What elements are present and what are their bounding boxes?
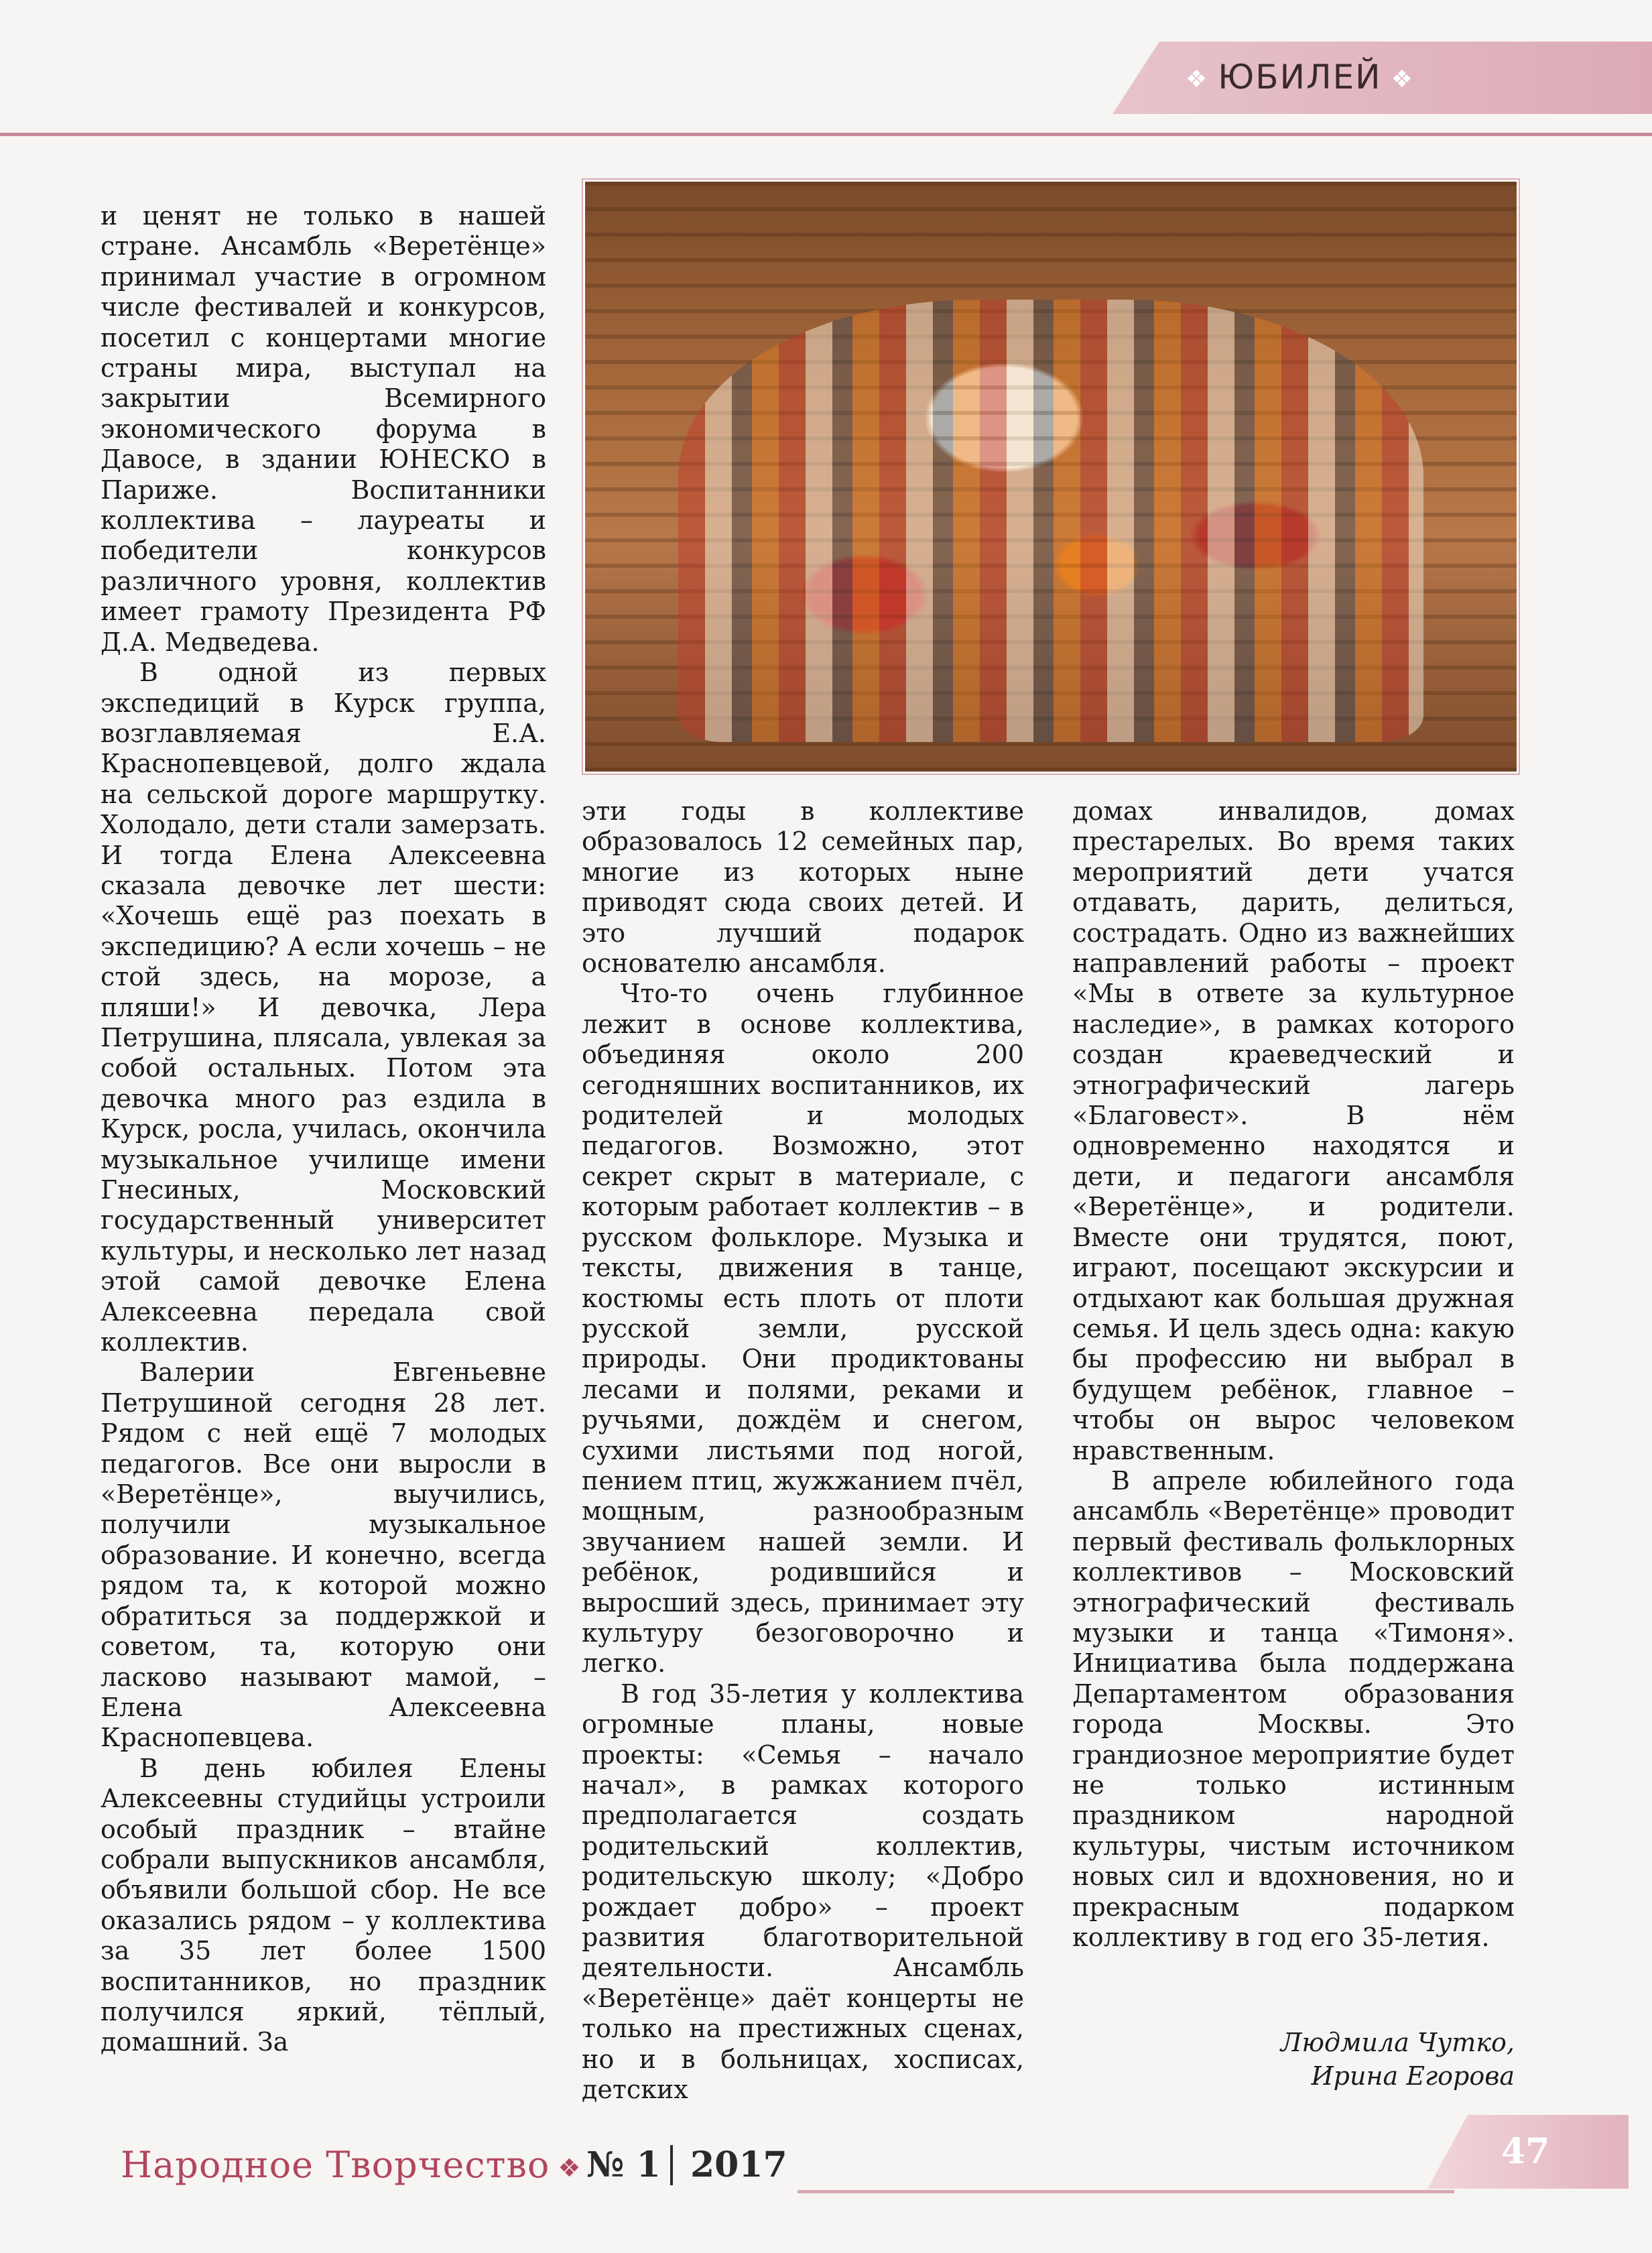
article-column-3 bbox=[1072, 796, 1515, 1953]
photo-people-group bbox=[678, 300, 1423, 742]
magazine-title bbox=[121, 2138, 590, 2192]
magazine-name: Народное Творчество bbox=[121, 2144, 550, 2186]
author-name: Ирина Егорова bbox=[1311, 2061, 1515, 2091]
author-signature bbox=[1139, 2026, 1515, 2093]
footer-divider bbox=[670, 2145, 673, 2185]
header-rule bbox=[0, 133, 1652, 136]
paragraph: В апреле юбилейного года ансамбль «Веретёнце» проводит первый фестиваль фольклорных коллективов – Московский этнографический фестиваль музыки и танца «Тимоня». Инициатива была поддержана Департаментом образования города Москвы. Это грандиозное мероприятие будет не только истинным праздником народной культуры, чистым источником новых сил и вдохновения, но и прекрасным подарком коллективу в год его 35-летия. bbox=[1072, 1465, 1515, 1953]
rubric-label bbox=[1176, 54, 1423, 101]
paragraph: домах инвалидов, домах престарелых. Во время таких мероприятий дети учатся отдавать, дарить, делиться, сострадать. Одно из важнейших направлений работы – проект «Мы в ответе за культурное наследие», в рамках которого создан краеведческий и этнографический лагерь «Благовест». В нём одновременно находятся и дети, и педагоги ансамбля «Веретёнце», и родители. Вместе они трудятся, поют, играют, посещают экскурсии и отдыхают как большая дружная семья. И цель здесь одна: какую бы профессию ни выбрал в будущем ребёнок, главное – чтобы он вырос человеком нравственным. bbox=[1072, 796, 1515, 1465]
paragraph: эти годы в коллективе образовалось 12 семейных пар, многие из которых ныне приводят сюда своих детей. И это лучший подарок основателю ансамбля. bbox=[582, 796, 1024, 979]
rubric-title: ЮБИЛЕЙ bbox=[1218, 58, 1382, 97]
page-number: 47 bbox=[1501, 2131, 1550, 2172]
diamond-ornament-icon: ❖ bbox=[1186, 65, 1209, 93]
footer-rule bbox=[798, 2190, 1454, 2193]
paragraph: и ценят не только в нашей стране. Ансамбль «Веретёнце» принимал участие в огромном числе фестивалей и конкурсов, посетил с концертами многие страны мира, выступал на закрытии Всемирного экономического форума в Давосе, в здании ЮНЕСКО в Париже. Воспитанники коллектива – лауреаты и победители конкурсов различного уровня, коллектив имеет грамоту Президента РФ Д.А. Медведева. bbox=[101, 201, 546, 657]
paragraph: В год 35-летия у коллектива огромные планы, новые проекты: «Семья – начало начал», в рамках которого предполагается создать родительский коллектив, родительскую школу; «Добро рождает добро» – проект развития благотворительной деятельности. Ансамбль «Веретёнце» даёт концерты не только на престижных сценах, но и в больницах, хосписах, детских bbox=[582, 1679, 1024, 2105]
ensemble-group-photo bbox=[583, 180, 1519, 774]
issue-year: 2017 bbox=[690, 2144, 787, 2185]
author-name: Людмила Чутко, bbox=[1280, 2028, 1515, 2057]
article-column-1 bbox=[101, 201, 546, 2058]
article-column-2 bbox=[582, 796, 1024, 2105]
paragraph: Что-то очень глубинное лежит в основе коллектива, объединяя около 200 сегодняшних воспитанников, их родителей и молодых педагогов. Возможно, этот секрет скрыт в материале, с которым работает коллектив – в русском фольклоре. Музыка и тексты, движения в танце, костюмы есть плоть от плоти русской земли, русской природы. Они продиктованы лесами и полями, реками и ручьями, дождём и снегом, сухими листьями под ногой, пением птиц, жужжанием пчёл, мощным, разнообразным звучанием нашей земли. И ребёнок, родившийся и выросший здесь, принимает эту культуру безоговорочно и легко. bbox=[582, 979, 1024, 1679]
diamond-ornament-icon: ❖ bbox=[558, 2153, 582, 2183]
paragraph: В день юбилея Елены Алексеевны студийцы устроили особый праздник – втайне собрали выпускников ансамбля, объявили большой сбор. Не все оказались рядом – у коллектива за 35 лет более 1500 воспитанников, но праздник получился яркий, тёплый, домашний. За bbox=[101, 1753, 546, 2057]
page-header bbox=[0, 0, 1652, 134]
paragraph: В одной из первых экспедиций в Курск группа, возглавляемая Е.А. Краснопевцевой, долго ждала на сельской дороге маршрутку. Холодало, дети стали замерзать. И тогда Елена Алексеевна сказала девочке лет шести: «Хочешь ещё раз поехать в экспедицию? А если хочешь – не стой здесь, на морозе, а пляши!» И девочка, Лера Петрушина, плясала, увлекая за собой остальных. Потом эта девочка много раз ездила в Курск, росла, училась, окончила музыкальное училище имени Гнесиных, Московский государственный университет культуры, и несколько лет назад этой самой девочке Елена Алексеевна передала свой коллектив. bbox=[101, 658, 546, 1357]
diamond-ornament-icon: ❖ bbox=[1391, 65, 1414, 93]
paragraph: Валерии Евгеньевне Петрушиной сегодня 28 лет. Рядом с ней ещё 7 молодых педагогов. Все они выросли в «Веретёнце», выучились, получили музыкальное образование. И конечно, всегда рядом та, к которой можно обратиться за поддержкой и советом, та, которую они ласково называют мамой, – Елена Алексеевна Краснопевцева. bbox=[101, 1357, 546, 1753]
issue-number: № 1 bbox=[586, 2144, 661, 2185]
